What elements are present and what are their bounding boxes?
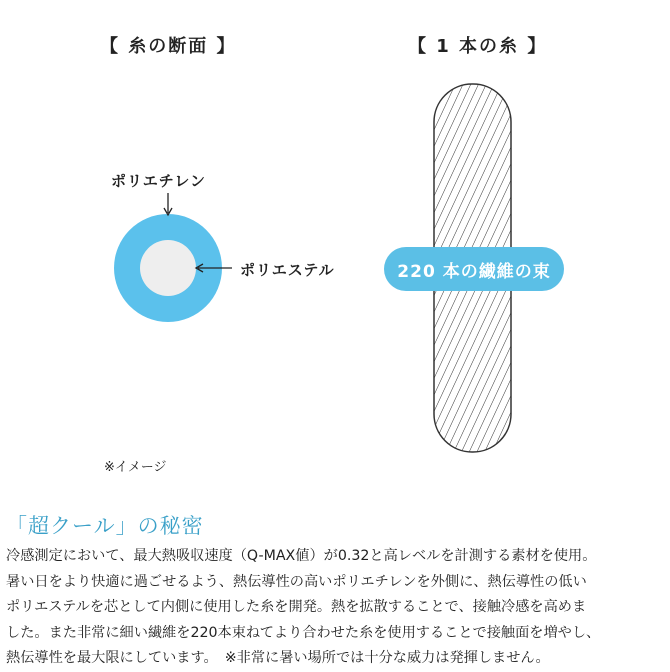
image-note: ※イメージ: [104, 460, 167, 475]
description-line: ポリエステルを芯として内側に使用した糸を開発。熱を拡散することで、接触冷感を高めま: [6, 599, 587, 615]
description-text: [6, 544, 666, 672]
description-line: 冷感測定において、最大熱吸収速度（Q-MAX値）が0.32と高レベルを計測する素材を使用。: [6, 548, 597, 564]
fiber-bundle-badge: 220 本の繊維の束: [384, 247, 564, 291]
description-line: 熱伝導性を最大限にしています。 ※非常に暑い場所では十分な威力は発揮しません。: [6, 650, 550, 666]
description-line: した。また非常に細い繊維を220本束ねてより合わせた糸を使用することで接触面を増やし、: [6, 624, 601, 641]
cross-section-heading: 【 糸の断面 】: [100, 36, 237, 57]
polyester-label: ポリエステル: [240, 261, 335, 279]
polyester-core: [140, 240, 196, 296]
section-title: 「超クール」の秘密: [6, 514, 204, 538]
single-thread-heading: 【 1 本の糸 】: [408, 36, 548, 57]
polyethylene-label: ポリエチレン: [111, 172, 207, 190]
description-line: 暑い日をより快適に過ごせるよう、熱伝導性の高いポリエチレンを外側に、熱伝導性の低い: [6, 573, 587, 590]
